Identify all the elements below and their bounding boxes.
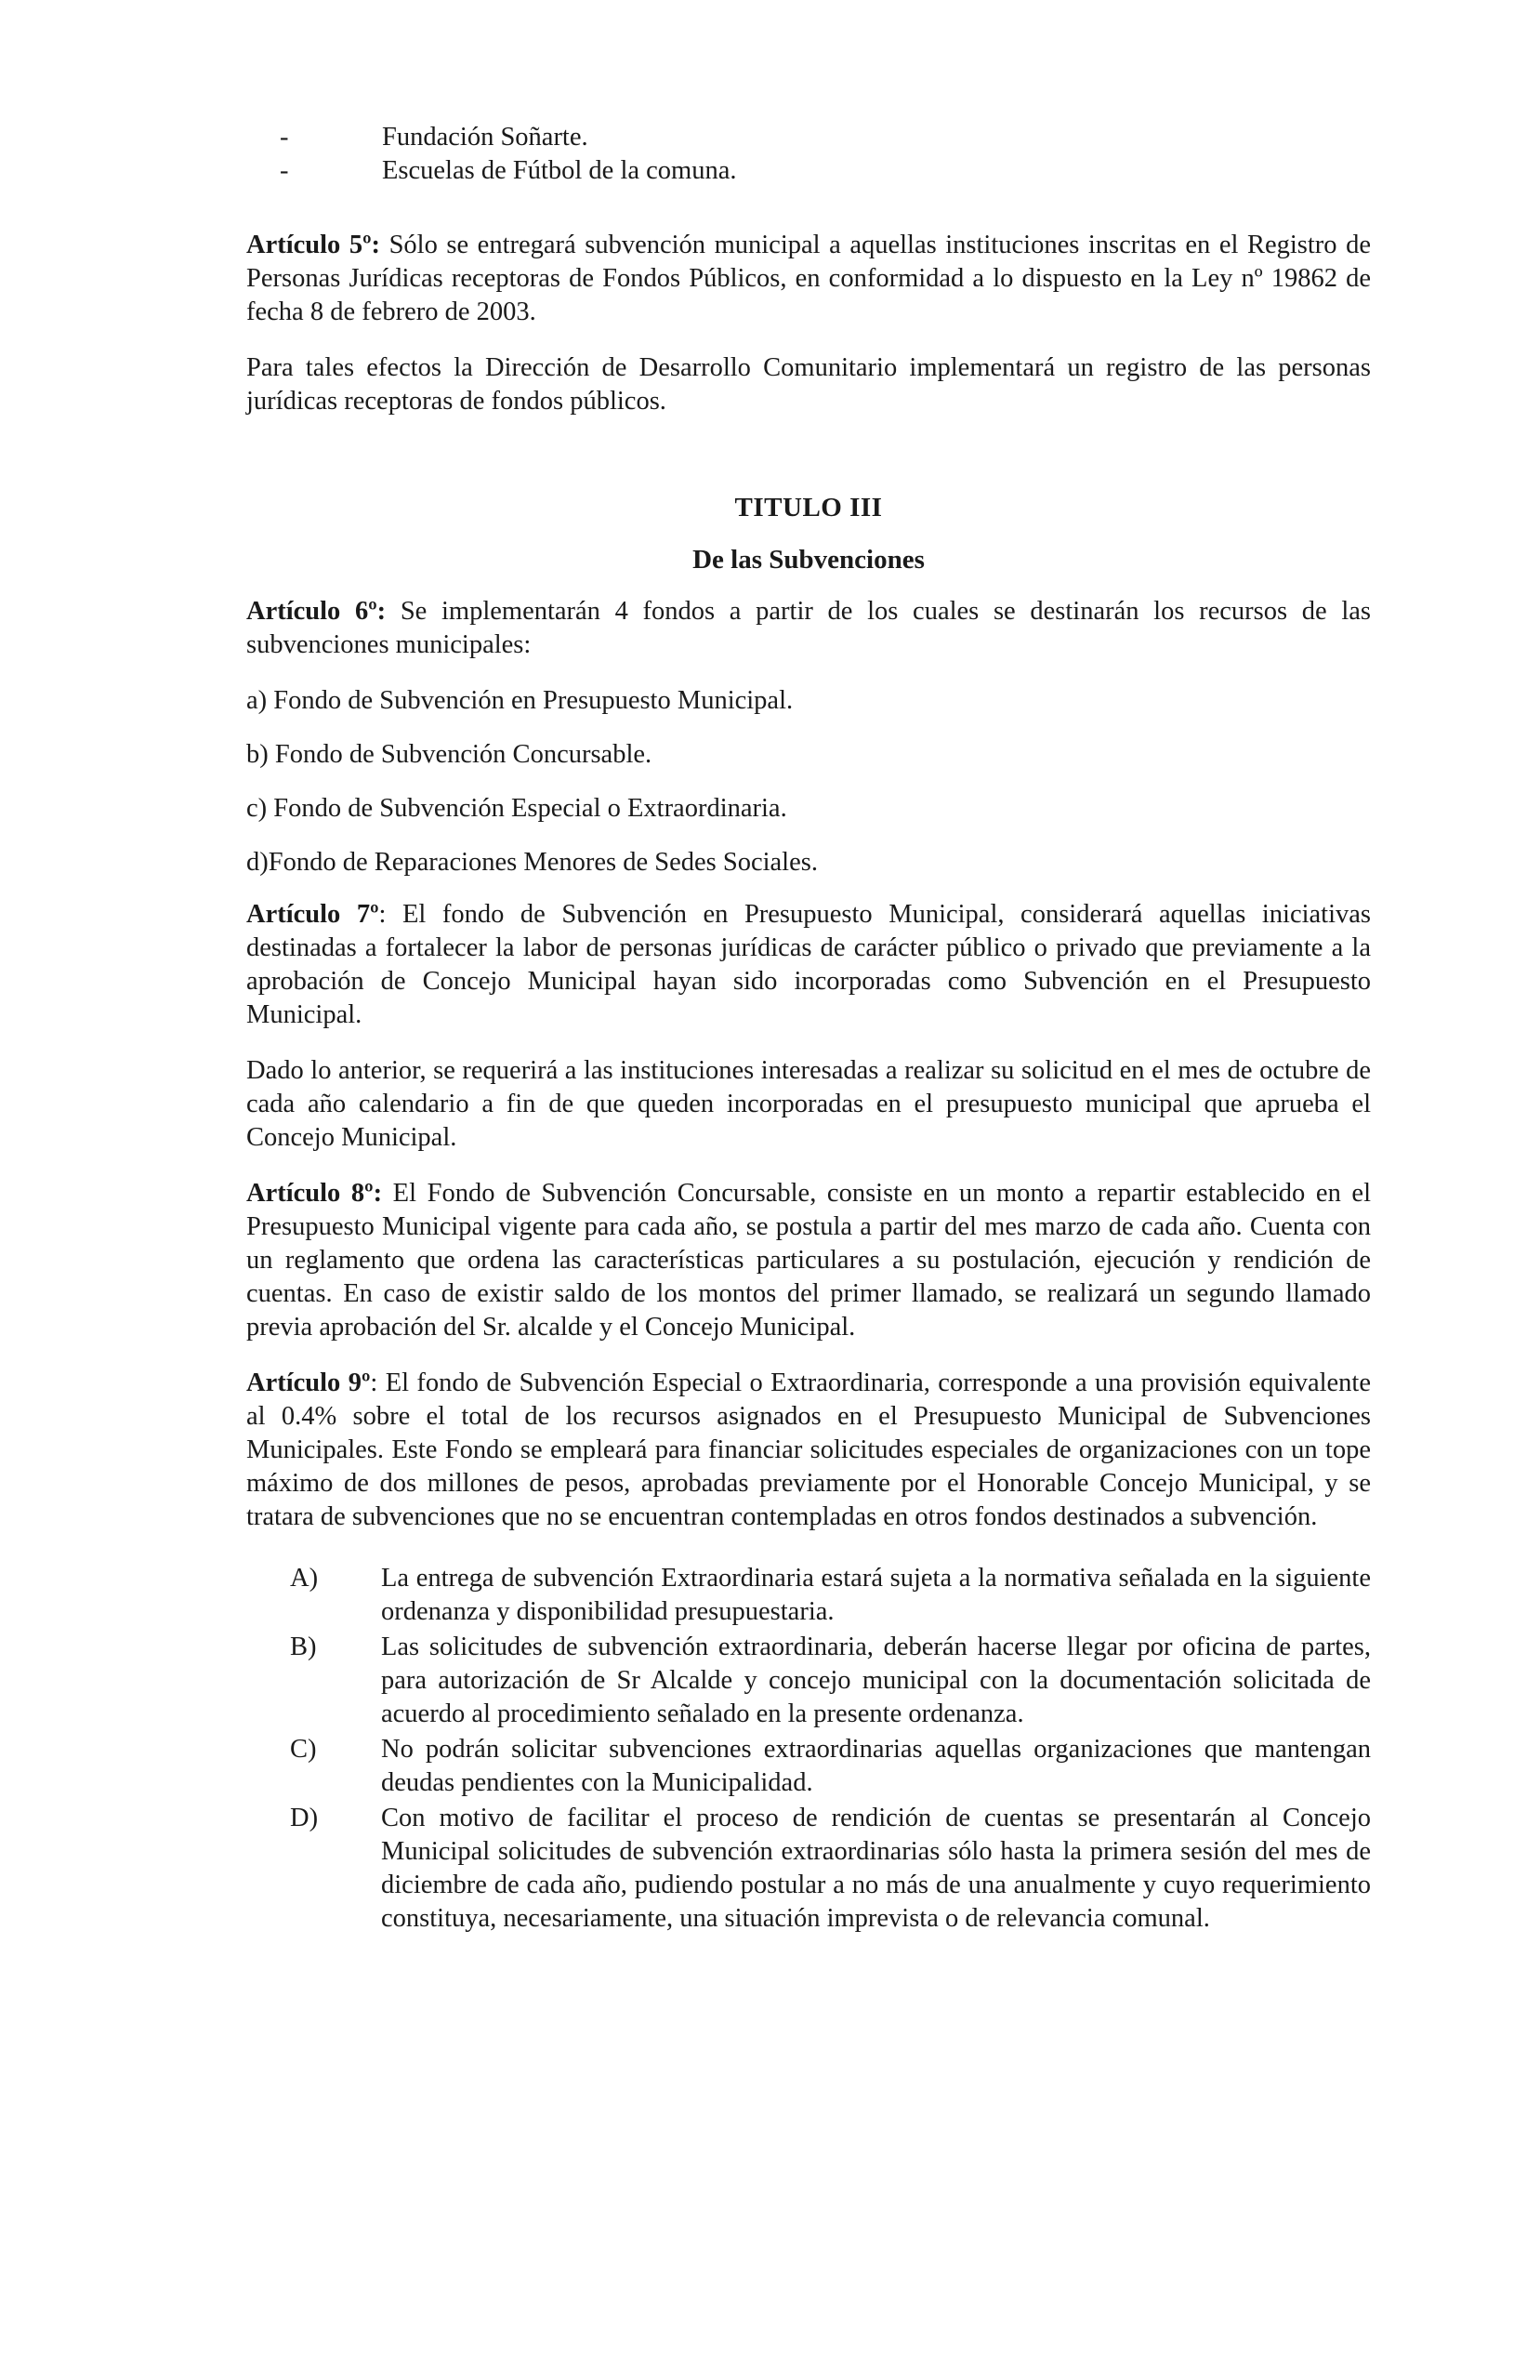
item-letter: C) — [290, 1735, 317, 1764]
list-item: - Fundación Soñarte. — [291, 121, 1371, 154]
article-text: Sólo se entregará subvención municipal a aquellas instituciones inscritas en el Registro de Personas Jurídicas receptoras de Fondos Públicos, en conformidad a lo dispuesto en la Ley nº 19862 de fecha 8 de febrero de 2003. — [246, 231, 1371, 326]
document-body — [246, 121, 1371, 1936]
article-text: : El fondo de Subvención Especial o Extraordinaria, corresponde a una provisión equivalente al 0.4% sobre el total de los recursos asignados en el Presupuesto Municipal de Subvenciones Municipales. Este Fondo se empleará para financiar solicitudes especiales de organizaciones con un tope máximo de dos millones de pesos, aprobadas previamente por el Honorable Concejo Municipal, y se tratara de subvenciones que no se encuentran contempladas en otros fondos destinados a subvención. — [246, 1368, 1371, 1531]
list-item — [290, 1631, 1371, 1731]
item-letter: B) — [290, 1633, 317, 1661]
list-item: - Escuelas de Fútbol de la comuna. — [291, 154, 1371, 188]
article-text: El Fondo de Subvención Concursable, consiste en un monto a repartir establecido en el Presupuesto Municipal vigente para cada año, se postula a partir del mes marzo de cada año. Cuenta con un reglamento que ordena las características particulares a su postulación, ejecución y rendición de cuentas. En caso de existir saldo de los montos del primer llamado, se realizará un segundo llamado previa aprobación del Sr. alcalde y el Concejo Municipal. — [246, 1179, 1371, 1342]
article-text: : El fondo de Subvención en Presupuesto Municipal, considerará aquellas iniciativas destinadas a fortalecer la labor de personas jurídicas de carácter público o privado que previamente a la aprobación de Concejo Municipal hayan sido incorporadas como Subvención en el Presupuesto Municipal. — [246, 900, 1372, 1029]
item-text: No podrán solicitar subvenciones extraordinarias aquellas organizaciones que mantengan deudas pendientes con la Municipalidad. — [381, 1735, 1371, 1797]
article-label: Artículo 7º — [246, 900, 379, 929]
requirements-list — [246, 1562, 1371, 1936]
list-item — [290, 1562, 1371, 1629]
list-item — [290, 1733, 1371, 1800]
article-9 — [246, 1367, 1371, 1534]
item-letter: D) — [290, 1804, 319, 1832]
fund-item: c) Fondo de Subvención Especial o Extraordinaria. — [246, 794, 787, 823]
section-title: TITULO III — [734, 493, 883, 522]
fund-item: b) Fondo de Subvención Concursable. — [246, 740, 652, 769]
article-label: Artículo 5º: — [246, 231, 381, 259]
item-text: La entrega de subvención Extraordinaria estará sujeta a la normativa señalada en la siguiente ordenanza y disponibilidad presupuestaria. — [381, 1564, 1371, 1626]
title-block — [246, 491, 1371, 576]
article-text: Se implementarán 4 fondos a partir de los cuales se destinarán los recursos de las subvenciones municipales: — [246, 597, 1371, 659]
article-6 — [246, 595, 1371, 662]
item-text: Las solicitudes de subvención extraordinaria, deberán hacerse llegar por oficina de partes, para autorización de Sr Alcalde y concejo municipal con la documentación solicitada de acuerdo al procedimiento señalado en la presente ordenanza. — [381, 1633, 1371, 1728]
article-7 — [246, 898, 1371, 1032]
article-label: Artículo 6º: — [246, 597, 387, 626]
item-letter: A) — [290, 1564, 319, 1593]
fund-item: d)Fondo de Reparaciones Menores de Sedes Sociales. — [246, 848, 818, 877]
article-8 — [246, 1177, 1371, 1344]
article-5 — [246, 229, 1371, 329]
article-label: Artículo 9º — [246, 1368, 371, 1397]
fund-item: a) Fondo de Subvención en Presupuesto Municipal. — [246, 686, 794, 715]
article-label: Artículo 8º: — [246, 1179, 383, 1208]
article-5-paragraph-2: Para tales efectos la Dirección de Desarrollo Comunitario implementará un registro de las personas jurídicas receptoras de fondos públicos. — [246, 353, 1371, 416]
item-text: Con motivo de facilitar el proceso de rendición de cuentas se presentarán al Concejo Municipal solicitudes de subvención extraordinarias sólo hasta la primera sesión del mes de diciembre de cada año, pudiendo postular a no más de una anualmente y cuyo requerimiento constituya, necesariamente, una situación imprevista o de relevancia comunal. — [381, 1804, 1371, 1933]
institution-list — [246, 121, 1371, 188]
section-subtitle: De las Subvenciones — [692, 545, 925, 575]
list-item — [290, 1802, 1371, 1936]
article-7-paragraph-2: Dado lo anterior, se requerirá a las instituciones interesadas a realizar su solicitud en el mes de octubre de cada año calendario a fin de que queden incorporadas en el presupuesto municipal que aprueba el Concejo Municipal. — [246, 1056, 1371, 1152]
